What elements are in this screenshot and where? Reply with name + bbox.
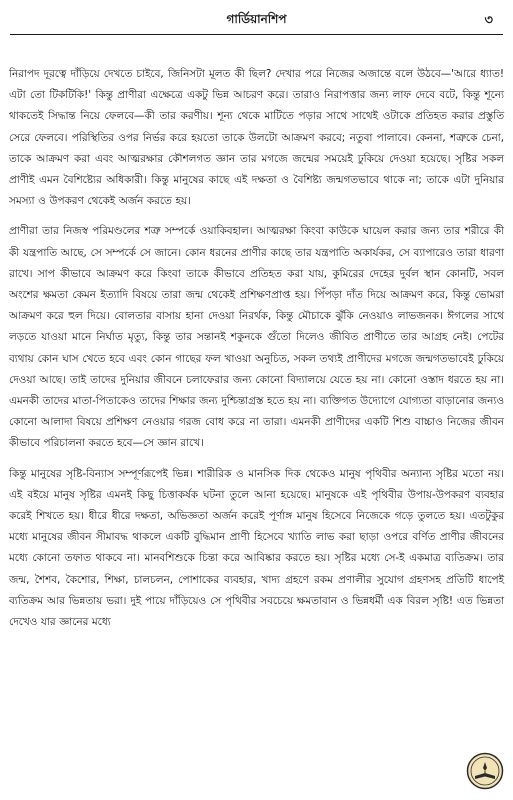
header-title: গার্ডিয়ানশিপ [226, 12, 287, 26]
header-rule [10, 34, 503, 35]
page-number: ৩ [484, 13, 493, 28]
publisher-book-logo-icon [466, 752, 504, 790]
paragraph-1: নিরাপদ দূরত্বে দাঁড়িয়ে দেখতে চাইবে, জিনিসটা মূলত কী ছিল? দেখার পরে নিজের অজান্তে বলে উঠবে—'আরে ধ্যাত! এটা তো টিকটিকি!' কিন্তু প্রাণীরা এক্ষেত্রে একটু ভিন্ন আচরণ করে। তারাও নিরাপত্তার জন্য লাফ দেবে বটে, কিন্তু শূন্যে থাকতেই সিদ্ধান্ত নিয়ে ফেলবে—কী তার করণীয়। শূন্য থেকে মাটিতে পড়ার সাথে সাথেই ওটাকে প্রতিহত করার প্রস্তুতি সেরে ফেলবে। পরিস্থিতির ওপর নির্ভর করে হয়তো তাকে উলটো আক্রমণ করবে; নতুবা পালাবে। কেননা, শত্রুকে চেনা, তাকে আক্রমণ করা এবং আত্মরক্ষার কৌশলগত জ্ঞান তার মগজে জন্মের সময়েই ঢুকিয়ে দেওয়া হয়েছে। সৃষ্টির সকল প্রাণীই এমন বৈশিষ্ট্যের অধিকারী। কিন্তু মানুষের কাছে এই দক্ষতা ও বৈশিষ্ট্য জন্মগতভাবে থাকে না; তাকে এটা দুনিয়ার সমস্যা ও উপকরণ থেকেই অর্জন করতে হয়। [9, 68, 504, 208]
paragraph-2: প্রাণীরা তার নিজস্ব পরিমণ্ডলের শত্রু সম্পর্কে ওয়াকিবহাল। আত্মরক্ষা কিংবা কাউকে ঘায়েল করার জন্য তার শরীরে কী কী যন্ত্রপাতি আছে, সে সম্পর্কে সে জানে। কোন ধরনের প্রাণীর কাছে তার যন্ত্রপাতি অকার্যকর, সে ব্যাপারেও তারা ধারণা রাখে। সাপ কীভাবে আক্রমণ করে কিংবা তাকে কীভাবে প্রতিহত করা যায়, কুমিরের দেহের দুর্বল স্থান কোনটি, সবল অংশের ক্ষমতা কেমন ইত্যাদি বিষয়ে তারা জন্ম থেকেই প্রশিক্ষণপ্রাপ্ত হয়। পিঁপড়া দাঁত দিয়ে আক্রমণ করে, কিন্তু ভোমরা আক্রমণ করে হুল দিয়ে। বোলতার বাসায় হানা দেওয়া নিরর্থক, কিন্তু মৌচাকে ঝুঁকি নেওয়াও লাভজনক। ঈগলের সাথে লড়তে যাওয়া মানে নির্ঘাত মৃত্যু, কিন্তু তার সন্তানই শকুনকে গুঁতো দিলেও জীবিত প্রাণীতে তার আগ্রহ নেই। পেটের ব্যথায় কোন ঘাস খেতে হবে এবং কোন গাছের ফল খাওয়া অনুচিত, সকল তথ্যই প্রাণীদের মগজে জন্মগতভাবেই ঢুকিয়ে দেওয়া আছে। তাই তাদের দুনিয়ার জীবনে চলাফেরার জন্য কোনো বিদ্যালয়ে যেতে হয় না। কোনো ওস্তাদ ধরতে হয় না। এমনকী তাদের মাতা-পিতাকেও তাদের শিক্ষার জন্য দুশ্চিন্তাগ্রস্ত হতে হয় না। ব্যক্তিগত উদ্যোগে যোগ্যতা বাড়ানোর জন্যও কোনো আলাদা বিষয়ে প্রশিক্ষণ নেওয়ার গরজ বোধ করে না তারা। এমনকী প্রাণীদের একটি শিশু বাচ্চাও নিজের জীবন কীভাবে পরিচালনা করতে হবে—সে জ্ঞান রাখে। [9, 225, 504, 450]
body-text [9, 64, 504, 642]
paragraph-3: কিন্তু মানুষের সৃষ্টি-বিন্যাস সম্পূর্ণরূপেই ভিন্ন। শারীরিক ও মানসিক দিক থেকেও মানুষ পৃথিবীর অন্যান্য সৃষ্টির মতো নয়। এই বইয়ে মানুষ সৃষ্টির এমনই কিছু চিত্তাকর্ষক ঘটনা তুলে আনা হয়েছে। মানুষকে এই পৃথিবীর উপায়-উপকরণ ব্যবহার করেই শিখতে হয়। ধীরে ধীরে দক্ষতা, অভিজ্ঞতা অর্জন করেই পূর্ণাঙ্গ মানুষ হিসেবে নিজেকে গড়ে তুলতে হয়। এতটুকুর মধ্যে মানুষের জীবন সীমাবদ্ধ থাকলে একটি বুদ্ধিমান প্রাণী হিসেবে খ্যাতি লাভ করা ছাড়া ওপরে বর্ণিত প্রাণীর জীবনের মধ্যে কোনো তফাত থাকবে না। মানবশিশুকে চিন্তা করে আবিষ্কার করতে হয়। সৃষ্টির মধ্যে সে-ই একমাত্র ব্যতিক্রম। তার জন্ম, শৈশব, কৈশোর, শিক্ষা, চালচলন, পোশাকের ব্যবহার, খাদ্য গ্রহণে রকম প্রণালীর সুযোগ গ্রহণসহ প্রতিটি ধাপেই ব্যতিক্রম আর ভিন্নতায় ভরা। দুই পায়ে দাঁড়িয়েও সে পৃথিবীর সবচেয়ে ক্ষমতাবান ও ভিন্নধর্মী এক বিরল সৃষ্টি! এত ভিন্নতা দেখেও যার জ্ঞানের মধ্যে [9, 467, 504, 629]
running-header [10, 8, 503, 30]
